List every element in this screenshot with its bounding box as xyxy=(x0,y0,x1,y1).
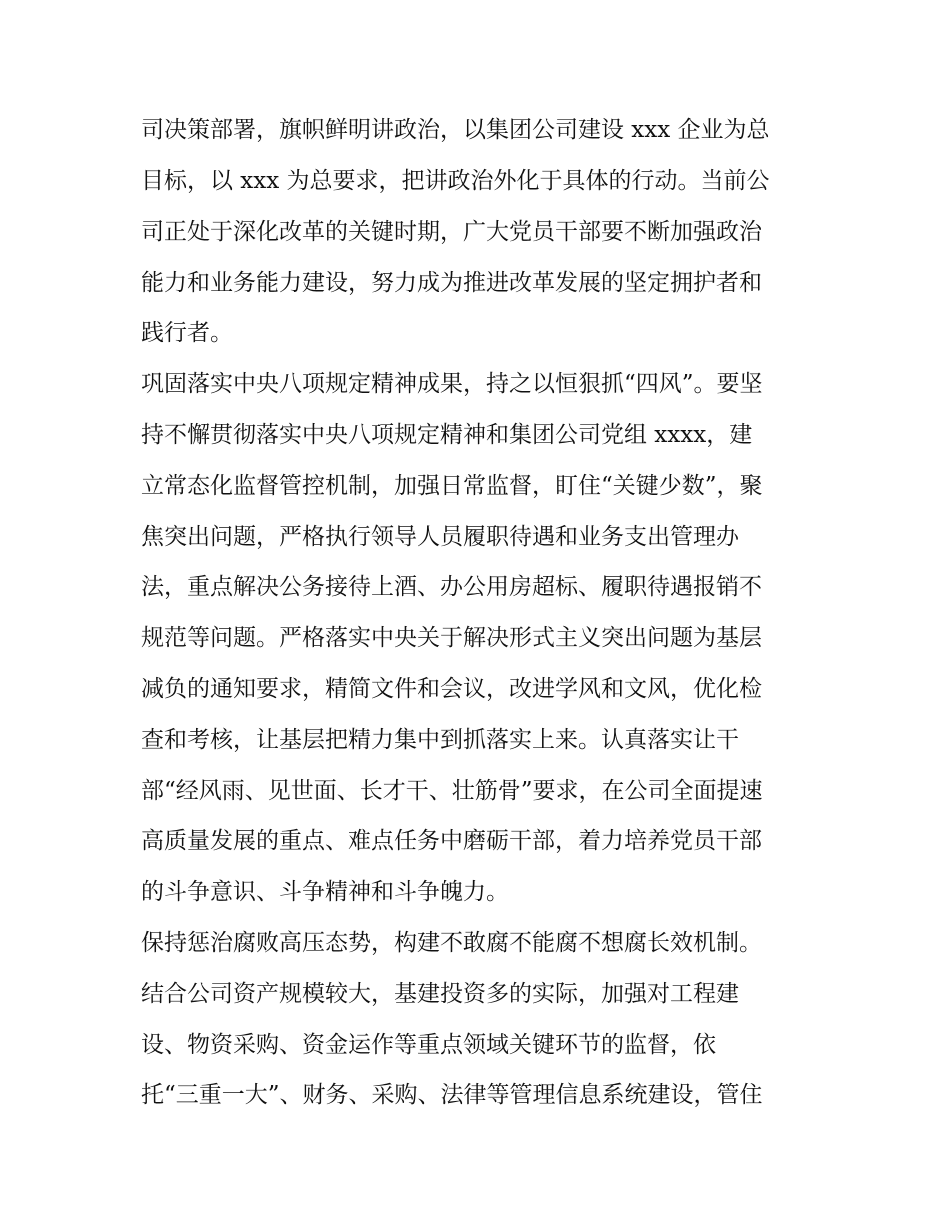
text-line: 高质量发展的重点、难点任务中磨砺干部，着力培养党员干部 xyxy=(141,828,762,854)
text-line: 结合公司资产规模较大，基建投资多的实际，加强对工程建 xyxy=(141,981,739,1007)
text-line: 部“经风雨、见世面、长才干、壮筋骨”要求，在公司全面提速 xyxy=(141,778,763,804)
paragraph-start-line: 保持惩治腐败高压态势，构建不敢腐不能腐不想腐长效机制。 xyxy=(141,930,762,956)
paragraph-start-line: 巩固落实中央八项规定精神成果，持之以恒狠抓“四风”。要坚 xyxy=(141,371,763,397)
text-line: 焦突出问题，严格执行领导人员履职待遇和业务支出管理办 xyxy=(141,524,739,550)
text-line: 立常态化监督管控机制，加强日常监督，盯住“关键少数”，聚 xyxy=(141,473,763,499)
text-line: 目标，以 xxx 为总要求，把讲政治外化于具体的行动。当前公 xyxy=(141,168,770,194)
text-line: 的斗争意识、斗争精神和斗争魄力。 xyxy=(141,879,509,905)
text-line: 持不懈贯彻落实中央八项规定精神和集团公司党组 xxxx，建 xyxy=(141,422,753,448)
text-line: 减负的通知要求，精简文件和会议，改进学风和文风，优化检 xyxy=(141,676,762,702)
text-line: 查和考核，让基层把精力集中到抓落实上来。认真落实让干 xyxy=(141,727,739,753)
text-line: 规范等问题。严格落实中央关于解决形式主义突出问题为基层 xyxy=(141,625,762,651)
text-line: 能力和业务能力建设，努力成为推进改革发展的坚定拥护者和 xyxy=(141,270,762,296)
text-line: 托“三重一大”、财务、采购、法律等管理信息系统建设，管住 xyxy=(141,1082,763,1108)
text-line: 践行者。 xyxy=(141,320,233,346)
text-line: 设、物资采购、资金运作等重点领域关键环节的监督，依 xyxy=(141,1032,716,1058)
text-line: 司正处于深化改革的关键时期，广大党员干部要不断加强政治 xyxy=(141,219,762,245)
text-line: 司决策部署，旗帜鲜明讲政治，以集团公司建设 xxx 企业为总 xyxy=(141,117,770,143)
text-line: 法，重点解决公务接待上酒、办公用房超标、履职待遇报销不 xyxy=(141,574,762,600)
